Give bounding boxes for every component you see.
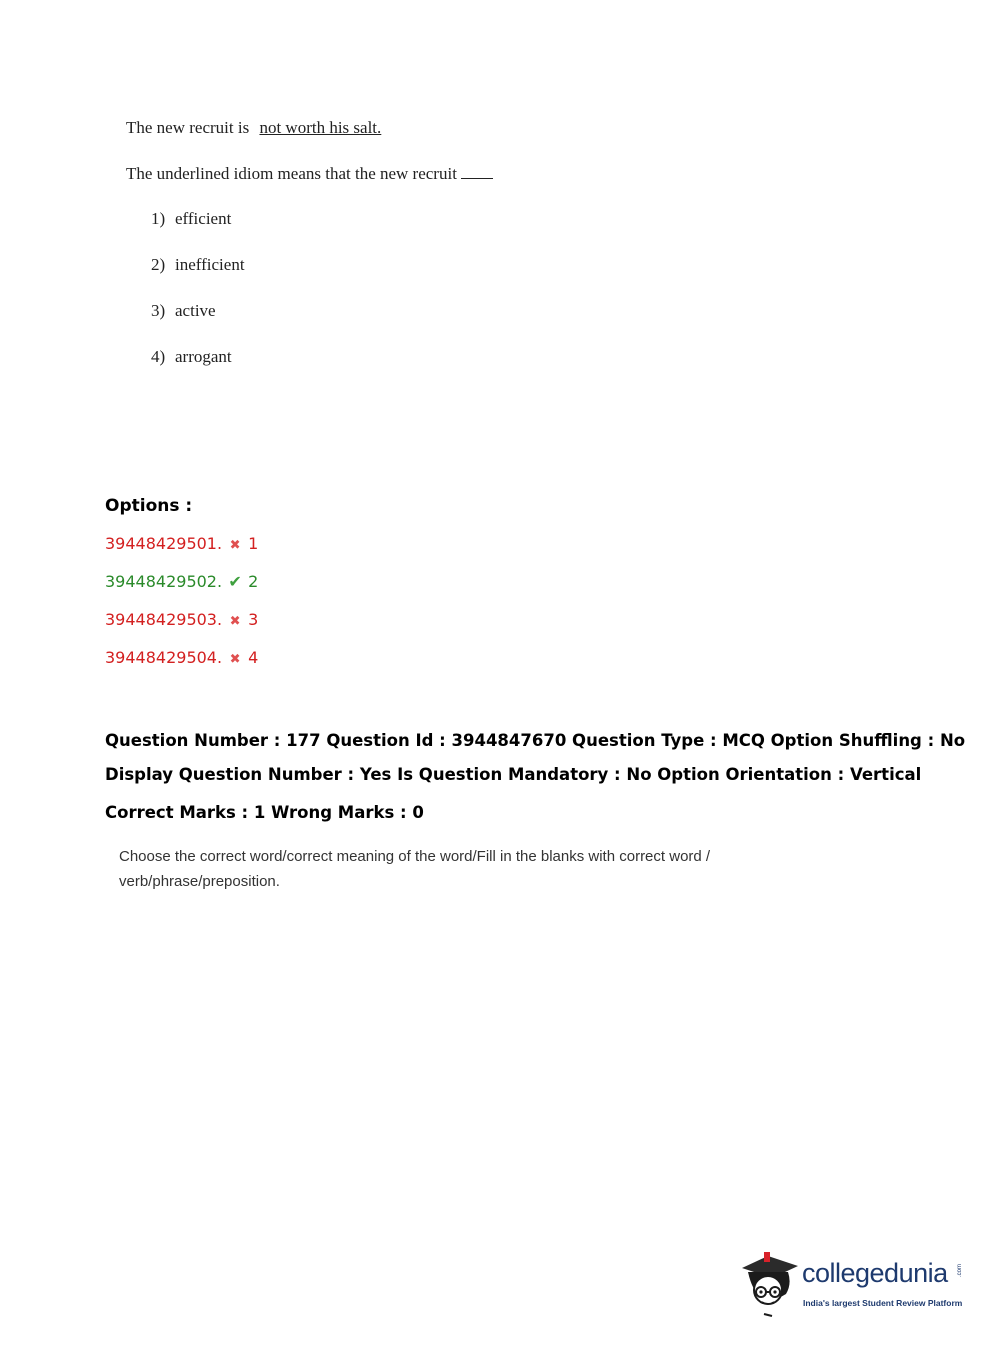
choice-text: inefficient	[175, 255, 245, 274]
choice-1	[151, 209, 231, 229]
cross-icon: ✖	[229, 614, 241, 629]
option-value: 3	[248, 610, 259, 629]
choice-number: 3)	[151, 301, 166, 320]
underlined-idiom: not worth his salt.	[259, 118, 382, 137]
question-meta-line-1: Question Number : 177 Question Id : 3944847670 Question Type : MCQ Option Shuffling : No	[105, 731, 966, 750]
logo-domain-suffix: .com	[957, 1263, 963, 1277]
option-row-3	[105, 610, 258, 629]
question-marks-line: Correct Marks : 1 Wrong Marks : 0	[105, 803, 424, 822]
choice-number: 2)	[151, 255, 166, 274]
logo-wordmark: collegedunia	[802, 1258, 948, 1288]
choice-text: efficient	[175, 209, 232, 228]
option-id: 39448429503.	[105, 610, 223, 629]
option-row-2	[105, 572, 258, 591]
question-sentence	[126, 118, 381, 138]
question-meta-line-2: Display Question Number : Yes Is Question Mandatory : No Option Orientation : Vertical	[105, 765, 922, 784]
blank-line	[461, 164, 493, 179]
choice-3	[151, 301, 216, 321]
choice-text: arrogant	[175, 347, 232, 366]
option-id: 39448429502.	[105, 572, 223, 591]
prompt-text: The underlined idiom means that the new recruit	[126, 164, 457, 183]
logo-tagline: India's largest Student Review Platform	[803, 1298, 963, 1308]
choice-2	[151, 255, 245, 275]
cross-icon: ✖	[229, 652, 241, 667]
cross-icon: ✖	[229, 538, 241, 553]
option-id: 39448429501.	[105, 534, 223, 553]
question-prompt	[126, 164, 493, 184]
choice-text: active	[175, 301, 216, 320]
instruction-line-2: verb/phrase/preposition.	[119, 873, 280, 890]
option-id: 39448429504.	[105, 648, 223, 667]
sentence-prefix: The new recruit is	[126, 118, 250, 137]
option-value: 1	[248, 534, 259, 553]
option-row-4	[105, 648, 258, 667]
option-value: 2	[248, 572, 259, 591]
check-icon: ✔	[228, 572, 242, 591]
options-heading: Options :	[105, 496, 193, 516]
choice-number: 4)	[151, 347, 166, 366]
instruction-line-1: Choose the correct word/correct meaning of the word/Fill in the blanks with correct word /	[119, 848, 711, 865]
option-row-1	[105, 534, 258, 553]
question-instruction	[119, 844, 739, 894]
choice-number: 1)	[151, 209, 166, 228]
choice-4	[151, 347, 232, 367]
option-value: 4	[248, 648, 259, 667]
